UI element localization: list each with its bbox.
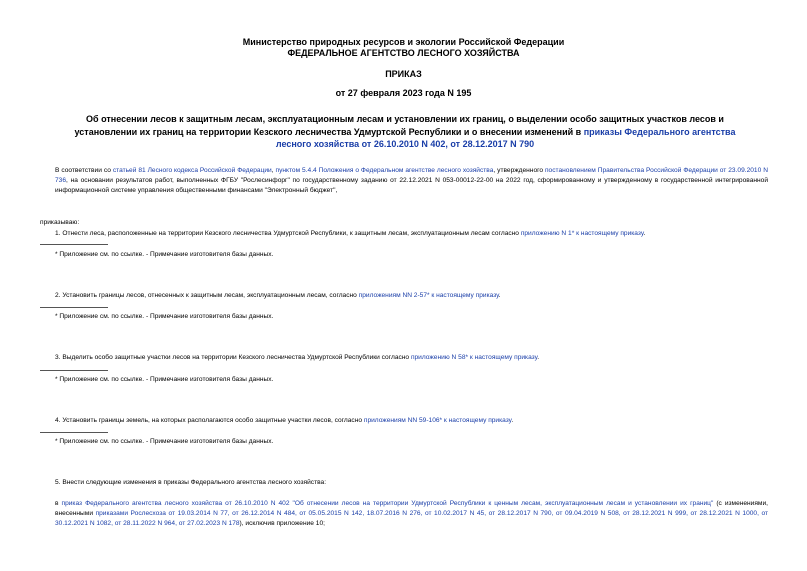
footnote-separator bbox=[40, 370, 108, 371]
document-title bbox=[60, 113, 750, 151]
item-4 bbox=[55, 416, 768, 426]
preamble-text-3: , утвержденного bbox=[493, 167, 545, 174]
preamble-text-2: , bbox=[271, 167, 276, 174]
item-3 bbox=[55, 353, 768, 363]
agency-name: ФЕДЕРАЛЬНОЕ АГЕНТСТВО ЛЕСНОГО ХОЗЯЙСТВА bbox=[287, 48, 520, 58]
orders-word: приказываю: bbox=[40, 219, 80, 226]
footnote-4: * Приложение см. по ссылке. - Примечание изготовителя базы данных. bbox=[55, 438, 274, 445]
item-4-end: . bbox=[511, 417, 514, 424]
preamble-paragraph bbox=[55, 166, 768, 196]
item-1-link[interactable]: приложению N 1* к настоящему приказу bbox=[520, 230, 644, 237]
link-order-402[interactable]: приказ Федерального агентства лесного хозяйства от 26.10.2010 N 402 "Об отнесении лесов на территории Удмуртской Республики к ценным лесам, эксплуатационным лесам и установлении их границ" bbox=[61, 500, 714, 507]
item-2-text: 2. Установить границы лесов, отнесенных к защитным лесам, эксплуатационным лесам, согласно bbox=[55, 292, 359, 299]
item-4-link[interactable]: приложениям NN 59-106* к настоящему приказу bbox=[363, 417, 512, 424]
preamble-text-1: В соответствии со bbox=[55, 167, 113, 174]
item-2-end: . bbox=[498, 292, 501, 299]
item-3-end: . bbox=[537, 354, 540, 361]
document-date-number: от 27 февраля 2023 года N 195 bbox=[335, 88, 472, 98]
item-1-text: 1. Отнести леса, расположенные на территории Кезского лесничества Удмуртской Республики, к защитным лесам, эксплуатационным лесам согласно bbox=[55, 230, 521, 237]
link-regulation-clause[interactable]: пунктом 5.4.4 Положения о Федеральном агентстве лесного хозяйства bbox=[275, 167, 494, 174]
item-2-link[interactable]: приложениям NN 2-57* к настоящему приказу bbox=[358, 292, 499, 299]
title-link[interactable]: приказы Федерального агентства лесного хозяйства от 26.10.2010 N 402, от 28.12.2017 N 790 bbox=[275, 126, 736, 149]
link-amending-orders[interactable]: приказами Рослесхоза от 19.03.2014 N 77, от 26.12.2014 N 484, от 05.05.2015 N 142, 18.07.2016 N 276, от 10.02.2017 N 45, от 28.12.2017 N 790, от 09.04.2019 N 508, от 28.12.2021 N 999, от 28.12.2021 N 1000, от 30.12.2021 N 1082, от 28.11.2022 N 964, от 27.02.2023 N 178 bbox=[55, 510, 768, 527]
footnote-separator bbox=[40, 432, 108, 433]
title-text: Об отнесении лесов к защитным лесам, эксплуатационным лесам и установлении их границ, о выделении особо защитных участков лесов и установлении их границ на территории Кезского лесничества Удмуртской Республики и о внесении изменений в bbox=[74, 114, 724, 137]
sub-a-text-1: в bbox=[55, 500, 62, 507]
footnote-separator bbox=[40, 244, 108, 245]
item-5: 5. Внести следующие изменения в приказы Федерального агентства лесного хозяйства: bbox=[55, 479, 327, 486]
document-type: ПРИКАЗ bbox=[385, 69, 422, 79]
item-4-text: 4. Установить границы земель, на которых располагаются особо защитные участки лесов, согласно bbox=[55, 417, 364, 424]
item-3-link[interactable]: приложению N 58* к настоящему приказу bbox=[410, 354, 538, 361]
preamble-text-4: , на основании результатов работ, выполненных ФГБУ "Рослесинфорг" по государственному заданию от 22.12.2021 N 053-00012-22-00 на 2022 год, сформированному и утвержденному в государственной интегрированной информационной системе управления общественными финансами "Электронный бюджет", bbox=[55, 177, 768, 194]
item-2 bbox=[55, 291, 768, 301]
sub-a-text-3: ), исключив приложение 10; bbox=[239, 520, 325, 527]
footnote-1: * Приложение см. по ссылке. - Примечание изготовителя базы данных. bbox=[55, 251, 274, 258]
item-5-subparagraph bbox=[55, 499, 768, 529]
footnote-2: * Приложение см. по ссылке. - Примечание изготовителя базы данных. bbox=[55, 313, 274, 320]
footnote-separator bbox=[40, 307, 108, 308]
ministry-name: Министерство природных ресурсов и экологии Российской Федерации bbox=[242, 37, 565, 47]
link-forest-code-article-81[interactable]: статьей 81 Лесного кодекса Российской Федерации bbox=[112, 167, 272, 174]
item-3-text: 3. Выделить особо защитные участки лесов на территории Кезского лесничества Удмуртской Республики согласно bbox=[55, 354, 411, 361]
item-1 bbox=[55, 229, 768, 239]
sub-a-text-2: (с изменениями, внесенными bbox=[55, 500, 768, 517]
link-government-resolution[interactable]: постановлением Правительства Российской Федерации от 23.09.2010 N 736 bbox=[55, 167, 768, 184]
item-1-end: . bbox=[643, 230, 646, 237]
footnote-3: * Приложение см. по ссылке. - Примечание изготовителя базы данных. bbox=[55, 376, 274, 383]
